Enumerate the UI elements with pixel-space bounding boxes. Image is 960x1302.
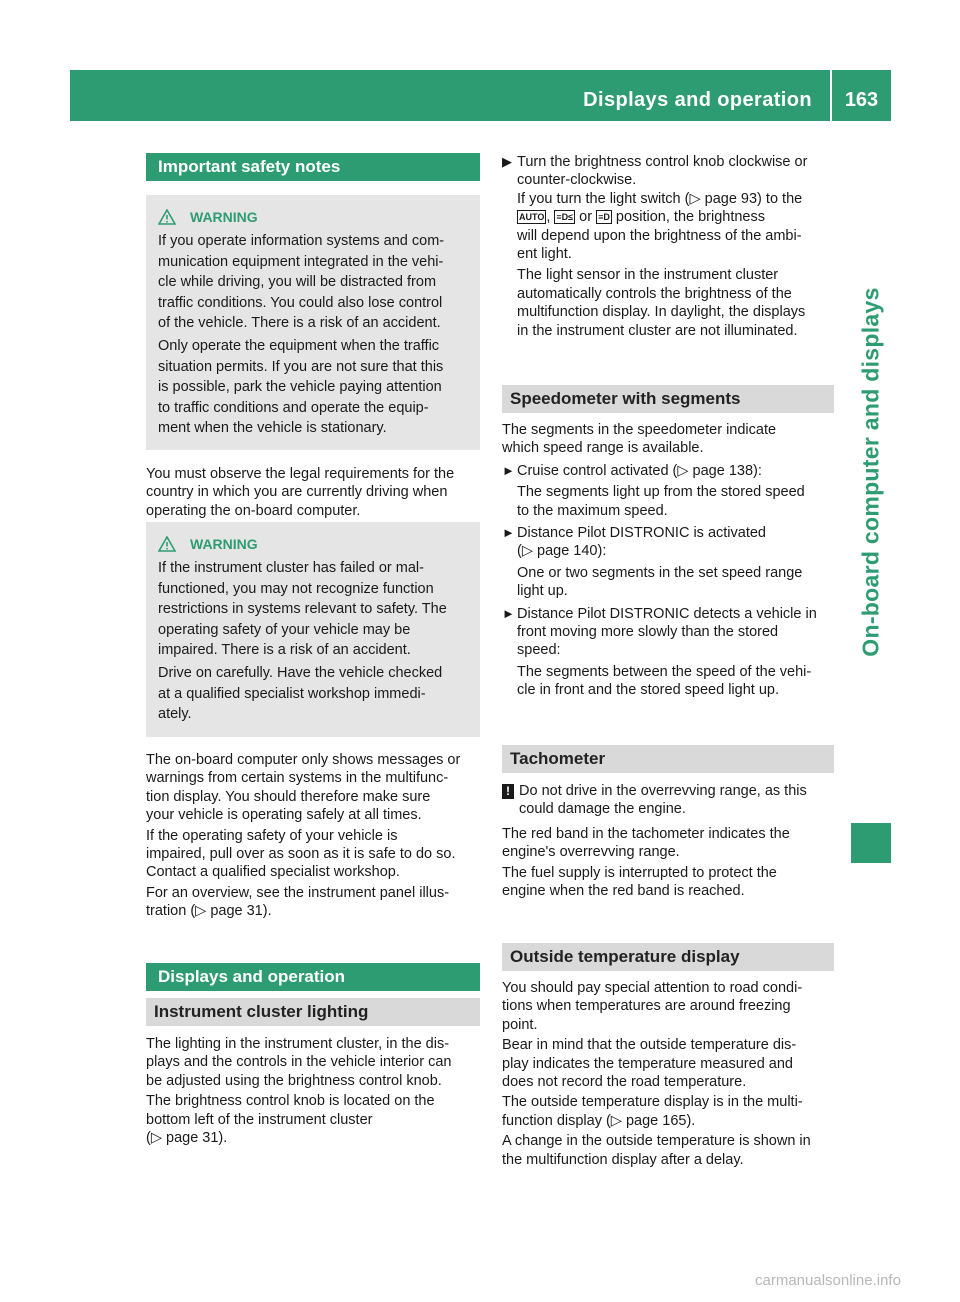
step-item: ▶ Turn the brightness control knob clockwise or counter-clockwise. If you turn the light switch (▷ page 93) to the AUTO , ≡D≤ or ≡D position, the brightness will depend upon the brightness of the ambi- ent light. The light sensor in the instrument cluster automatically controls the brightness of the multifunction display. In daylight, the displays in the instrument cluster are not illuminated. (502, 153, 834, 340)
paragraph: The on-board computer only shows messages or warnings from certain systems in the multifunc- tion display. You should therefore make sure your vehicle is operating safely at all times. (146, 752, 461, 824)
tachometer-text (502, 782, 834, 902)
parking-light-symbol: ≡D≤ (556, 212, 574, 223)
section-title: Displays and operation (583, 89, 812, 111)
paragraph: Bear in mind that the outside temperature dis- play indicates the temperature measured and does not record the road temperature. (502, 1037, 797, 1091)
speedometer-text (502, 421, 834, 700)
paragraph: The red band in the tachometer indicates the engine's overrevving range. (502, 825, 790, 861)
heading-speedometer-with-segments: Speedometer with segments (502, 385, 834, 413)
exclamation-icon: ! (502, 784, 514, 799)
list-item: ► Cruise control activated (▷ page 138): The segments light up from the stored speed to the maximum speed. (502, 462, 805, 519)
paragraph: The outside temperature display is in the multi- function display (▷ page 165). (502, 1094, 803, 1129)
bullet-triangle-icon: ► (502, 605, 515, 621)
chapter-title: On-board computer and displays (857, 287, 884, 657)
step-detail: If you turn the light switch (▷ page 93) to the AUTO , ≡D≤ or ≡D position, the brightness will depend upon the brightness of the ambi- ent light. (517, 190, 803, 263)
warning-text: Only operate the equipment when the traffic situation permits. If you are not sure that this is possible, park the vehicle paying attention to traffic conditions and operate the equip- ment when the vehicle is stationary. (158, 337, 444, 437)
warning-box-1 (146, 195, 480, 450)
list-item: ► Distance Pilot DISTRONIC detects a vehicle in front moving more slowly than the stored speed: The segments between the speed of the vehi- cle in front and the stored speed light up. (502, 605, 817, 699)
warning-header (158, 534, 472, 554)
warning-triangle-icon (158, 209, 176, 225)
watermark: carmanualsonline.info (755, 1272, 901, 1289)
warning-header (158, 207, 472, 227)
notice: ! Do not drive in the overrevving range, as this could damage the engine. (502, 782, 834, 819)
legal-requirements-paragraph: You must observe the legal requirements for the country in which you are currently driving when operating the on-board computer. (146, 466, 455, 519)
paragraph: The fuel supply is interrupted to protect the engine when the red band is reached. (502, 864, 777, 900)
warning-text: If the instrument cluster has failed or mal- functioned, you may not recognize function restrictions in systems relevant to safety. The operating safety of your vehicle may be impaired. There is a risk of an accident. (158, 560, 447, 659)
paragraph: The lighting in the instrument cluster, in the dis- plays and the controls in the vehicle interior can be adjusted using the brightness control knob. (146, 1036, 452, 1089)
heading-outside-temperature-display: Outside temperature display (502, 943, 834, 971)
heading-tachometer: Tachometer (502, 745, 834, 773)
lighting-text (146, 1035, 480, 1149)
temperature-text (502, 979, 834, 1171)
bullet-triangle-icon: ► (502, 525, 515, 541)
chapter-marker (851, 823, 891, 863)
step-arrow-icon: ▶ (502, 154, 512, 169)
bullet-triangle-icon: ► (502, 462, 515, 478)
warning-text: If you operate information systems and com- munication equipment integrated in the vehi- cle while driving, you will be distracted from traffic conditions. You could also lose control of the vehicle. There is a risk of an accident. (158, 233, 445, 332)
step-detail: The light sensor in the instrument cluster automatically controls the brightness of the multifunction display. In daylight, the displays in the instrument cluster are not illuminated. (517, 267, 806, 339)
header-bar (70, 70, 891, 121)
paragraph: The brightness control knob is located on the bottom left of the instrument cluster (▷ page 31). (146, 1093, 435, 1147)
warning-triangle-icon (158, 536, 176, 552)
warning-text: Drive on carefully. Have the vehicle checked at a qualified specialist workshop immedi- ately. (158, 664, 443, 723)
warning-label: WARNING (190, 536, 258, 552)
paragraph: For an overview, see the instrument panel illus- tration (▷ page 31). (146, 884, 450, 920)
auto-light-symbol: AUTO (519, 212, 545, 223)
page-number: 163 (844, 89, 879, 111)
chapter-tab (851, 121, 891, 823)
warning-label: WARNING (190, 209, 258, 225)
low-beam-symbol: ≡D (598, 212, 610, 223)
paragraph: If the operating safety of your vehicle is impaired, pull over as soon as it is safe to do so. Contact a qualified specialist workshop. (146, 827, 456, 881)
paragraph: You should pay special attention to road condi- tions when temperatures are around freezing point. (502, 980, 803, 1033)
body-text (146, 751, 480, 923)
header-divider (830, 70, 832, 121)
warning-box-2 (146, 522, 480, 737)
heading-displays-and-operation: Displays and operation (146, 963, 480, 991)
paragraph: The segments in the speedometer indicate which speed range is available. (502, 422, 777, 457)
heading-instrument-cluster-lighting: Instrument cluster lighting (146, 998, 480, 1026)
list-item: ► Distance Pilot DISTRONIC is activated (▷ page 140): One or two segments in the set speed range light up. (502, 525, 803, 600)
brightness-step (502, 153, 834, 340)
heading-important-safety-notes: Important safety notes (146, 153, 480, 181)
paragraph: A change in the outside temperature is shown in the multifunction display after a delay. (502, 1133, 811, 1168)
